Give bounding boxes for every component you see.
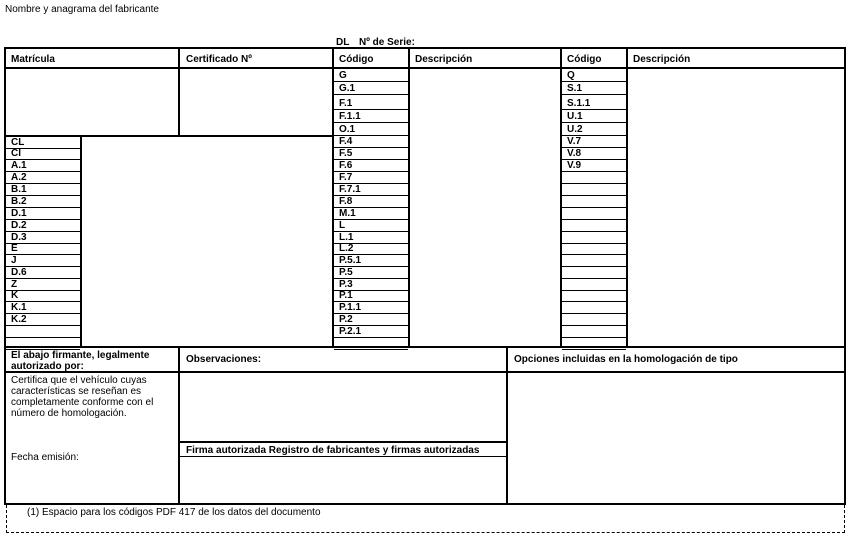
- code-cell: A.1: [11, 160, 27, 171]
- code-cell: [567, 172, 625, 183]
- code-cell: [567, 208, 625, 219]
- observaciones-label: Observaciones:: [186, 354, 262, 365]
- code-cell: CL: [11, 137, 25, 148]
- code-cell: L.1: [339, 232, 354, 243]
- code-cell: B.2: [11, 196, 27, 207]
- fecha-emision-label: Fecha emisión:: [11, 452, 79, 463]
- code-cell: [567, 255, 625, 266]
- code-cell: V.9: [567, 160, 582, 171]
- signer-label: El abajo firmante, legalmente autorizado por:: [11, 350, 150, 372]
- code-cell: P.2: [339, 314, 353, 325]
- code-cell: F.1: [339, 98, 353, 109]
- matricula-header: Matrícula: [11, 54, 55, 65]
- code-cell: D.6: [11, 267, 27, 278]
- opciones-homologacion-label: Opciones incluidas en la homologación de tipo: [514, 354, 738, 365]
- row-divider: [334, 122, 408, 123]
- code-cell: P.5: [339, 267, 353, 278]
- code-cell: P.5.1: [339, 255, 362, 266]
- code-cell: F.1.1: [339, 111, 361, 122]
- code-cell: [567, 326, 625, 337]
- code-cell: CI: [11, 148, 21, 159]
- code-cell: G: [339, 70, 347, 81]
- code-cell: [567, 290, 625, 301]
- code-cell: L.2: [339, 243, 354, 254]
- code-cell: Q: [567, 70, 575, 81]
- row-divider: [562, 349, 626, 350]
- row-divider: [562, 122, 626, 123]
- code-cell: [567, 232, 625, 243]
- code-cell: G.1: [339, 83, 356, 94]
- code-cell: F.4: [339, 136, 353, 147]
- code-cell: [11, 326, 79, 337]
- codigo-header-1: Código: [339, 54, 374, 65]
- dl-label: DL: [336, 37, 350, 48]
- code-cell: F.6: [339, 160, 353, 171]
- descripcion-header-1: Descripción: [415, 54, 473, 65]
- code-cell: B.1: [11, 184, 27, 195]
- code-cell: [567, 184, 625, 195]
- code-cell: [567, 243, 625, 254]
- row-divider: [334, 109, 408, 110]
- code-cell: [567, 196, 625, 207]
- code-cell: [567, 338, 625, 349]
- code-cell: [567, 302, 625, 313]
- code-cell: S.1: [567, 83, 583, 94]
- footer-note: (1) Espacio para los códigos PDF 417 de los datos del documento: [27, 507, 321, 518]
- code-cell: O.1: [339, 124, 356, 135]
- code-cell: P.1: [339, 290, 353, 301]
- row-divider: [562, 109, 626, 110]
- descripcion-header-2: Descripción: [633, 54, 691, 65]
- code-cell: P.1.1: [339, 302, 362, 313]
- code-cell: [567, 267, 625, 278]
- row-divider: [334, 81, 408, 82]
- code-cell: D.2: [11, 220, 27, 231]
- code-cell: V.7: [567, 136, 582, 147]
- code-cell: [11, 338, 79, 349]
- firma-autorizada-label: Firma autorizada Registro de fabricantes y firmas autorizadas: [186, 445, 480, 456]
- code-cell: M.1: [339, 208, 356, 219]
- row-divider: [562, 94, 626, 95]
- code-cell: V.8: [567, 148, 582, 159]
- code-cell: K.2: [11, 314, 27, 325]
- code-cell: D.3: [11, 232, 27, 243]
- codigo-header-2: Código: [567, 54, 602, 65]
- code-cell: P.2.1: [339, 326, 362, 337]
- code-cell: Z: [11, 279, 18, 290]
- code-cell: J: [11, 255, 17, 266]
- code-cell: E: [11, 243, 18, 254]
- code-cell: L: [339, 220, 346, 231]
- code-cell: [567, 314, 625, 325]
- certificado-header: Certificado Nº: [186, 54, 252, 65]
- code-cell: F.7.1: [339, 184, 361, 195]
- manufacturer-label: Nombre y anagrama del fabricante: [5, 4, 159, 15]
- code-cell: [567, 220, 625, 231]
- code-cell: U.1: [567, 111, 583, 122]
- code-cell: F.7: [339, 172, 353, 183]
- row-divider: [334, 94, 408, 95]
- code-cell: [567, 279, 625, 290]
- code-cell: F.5: [339, 148, 353, 159]
- row-divider: [562, 81, 626, 82]
- certifies-text: Certifica que el vehículo cuyas características se reseñan es completamente conforme con el número de homologación.: [11, 375, 154, 419]
- serial-number-label: Nº de Serie:: [359, 37, 415, 48]
- code-cell: [339, 338, 405, 349]
- code-cell: K.1: [11, 302, 27, 313]
- code-cell: P.3: [339, 279, 353, 290]
- row-divider: [334, 349, 408, 350]
- code-cell: S.1.1: [567, 98, 591, 109]
- code-cell: A.2: [11, 172, 27, 183]
- code-cell: K: [11, 290, 19, 301]
- code-cell: D.1: [11, 208, 27, 219]
- code-cell: U.2: [567, 124, 583, 135]
- code-cell: F.8: [339, 196, 353, 207]
